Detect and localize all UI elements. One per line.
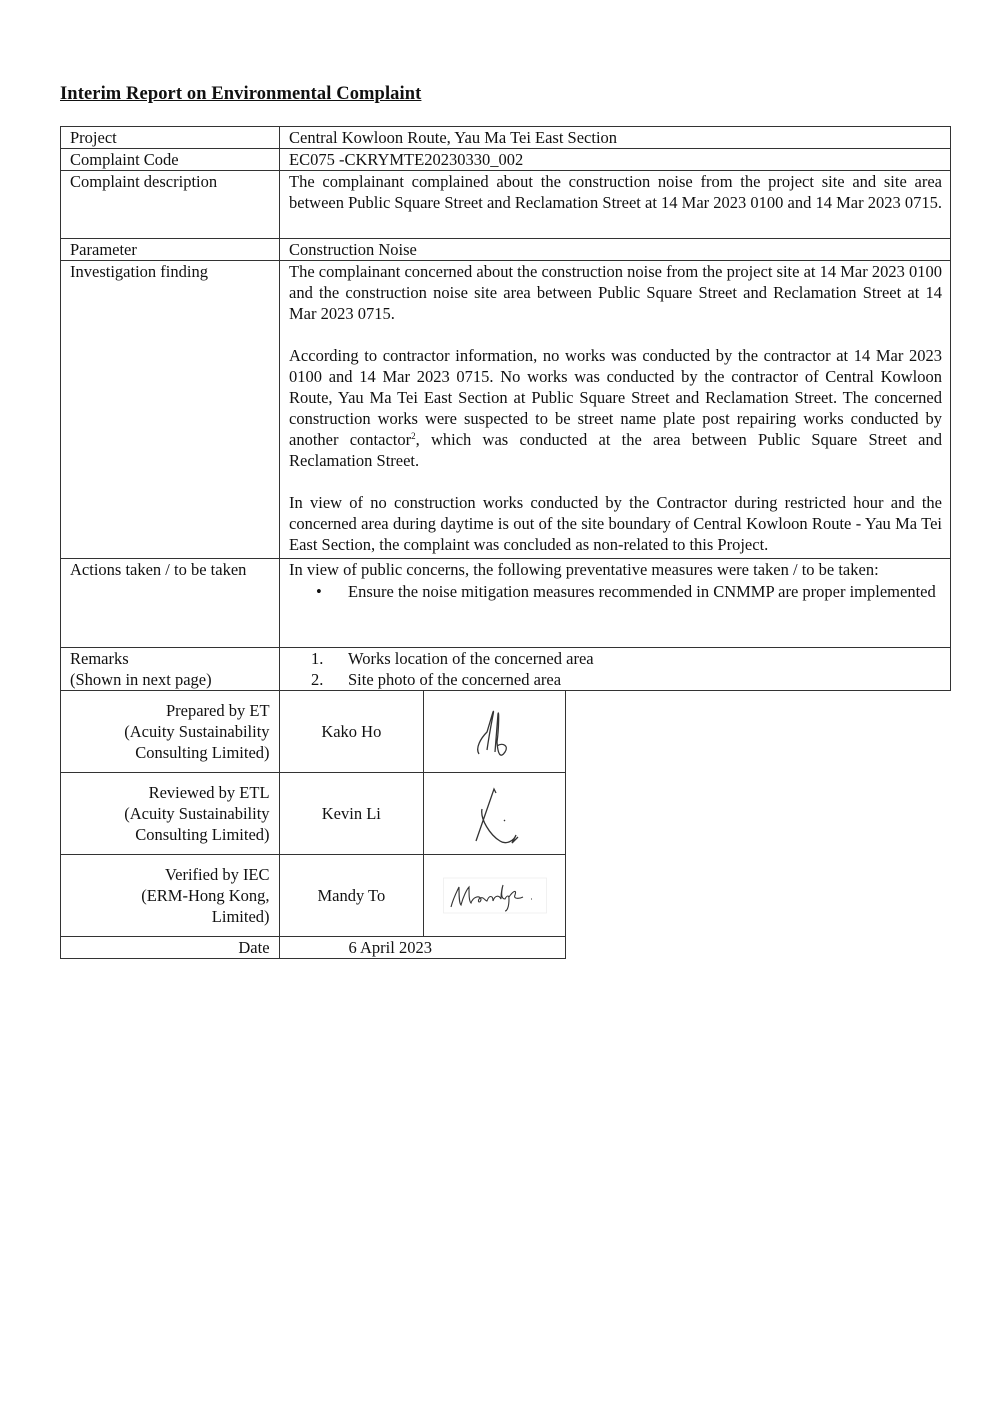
role-org: (Acuity Sustainability (124, 804, 270, 823)
signoff-row-prepared (61, 691, 566, 773)
role-title: Verified by IEC (165, 865, 270, 884)
actions-bullet-list (289, 580, 942, 604)
finding-paragraph-2-text-end: , which was conducted at the area between Public Square Street and Reclamation Street. (289, 430, 942, 470)
role-org-cont: Consulting Limited) (135, 743, 270, 762)
role-org: (Acuity Sustainability (124, 722, 270, 741)
finding-paragraph-2-text: According to contractor information, no works was conducted by the contractor at 14 Mar 2023 0100 and 14 Mar 2023 0715. No works was conducted by the contractor of Central Kowloon Route, Yau Ma Tei East Section at Public Square Street and Reclamation Street. The concerned construction works were suspected to be street name plate post repairing works conducted by another contactor (289, 346, 942, 449)
remarks-list (289, 648, 942, 690)
signoff-role (61, 691, 280, 773)
role-org-cont: Limited) (211, 907, 270, 926)
signature-cell (424, 773, 566, 855)
remarks-label (61, 648, 280, 691)
signoff-role (61, 773, 280, 855)
finding-paragraph-2 (289, 345, 942, 471)
role-title: Reviewed by ETL (148, 783, 270, 802)
row-project (61, 127, 951, 149)
role-title: Prepared by ET (165, 701, 270, 720)
row-actions (61, 559, 951, 648)
remarks-label-line2: (Shown in next page) (70, 670, 212, 689)
parameter-label: Parameter (61, 239, 280, 261)
bullet-icon: • (316, 582, 322, 601)
signature-kako-ho-icon (465, 702, 525, 762)
signoff-name: Kako Ho (279, 691, 424, 773)
finding-paragraph-3: In view of no construction works conducted by the Contractor during restricted hour and the concerned area during daytime is out of the site boundary of Central Kowloon Route - Yau Ma Tei East Section, the complaint was concluded as non-related to this Project. (289, 493, 942, 554)
role-org: (ERM-Hong Kong, (141, 886, 270, 905)
actions-value (280, 559, 951, 648)
project-label: Project (61, 127, 280, 149)
signature-cell (424, 691, 566, 773)
date-label: Date (61, 937, 280, 959)
remarks-item-number: 1. (311, 649, 324, 668)
signoff-row-reviewed (61, 773, 566, 855)
signoff-role (61, 855, 280, 937)
date-value: 6 April 2023 (279, 937, 565, 959)
remarks-item-number: 2. (311, 670, 324, 689)
investigation-finding-value (280, 261, 951, 559)
finding-paragraph-1: The complainant concerned about the construction noise from the project site at 14 Mar 2023 0100 and the construction noise site area between Public Square Street and Reclamation Street at 14 Mar 2023 0715. (289, 262, 942, 323)
row-remarks (61, 648, 951, 691)
remarks-item (289, 669, 942, 690)
complaint-description-value: The complainant complained about the construction noise from the project site and site area between Public Square Street and Reclamation Street at 14 Mar 2023 0100 and 14 Mar 2023 0715. (280, 171, 951, 239)
complaint-code-label: Complaint Code (61, 149, 280, 171)
signoff-name: Mandy To (279, 855, 424, 937)
report-title: Interim Report on Environmental Complaint (60, 84, 422, 104)
remarks-item-text: Site photo of the concerned area (348, 670, 562, 689)
investigation-finding-label: Investigation finding (61, 261, 280, 559)
project-value: Central Kowloon Route, Yau Ma Tei East Section (280, 127, 951, 149)
role-org-cont: Consulting Limited) (135, 825, 270, 844)
row-complaint-code (61, 149, 951, 171)
signature-cell (424, 855, 566, 937)
signature-kevin-li-icon (460, 779, 530, 849)
footnote-marker: 2 (411, 431, 416, 441)
row-complaint-description (61, 171, 951, 239)
actions-bullet-item (289, 580, 942, 604)
remarks-label-line1: Remarks (70, 649, 129, 668)
actions-intro: In view of public concerns, the following preventative measures were taken / to be taken: (289, 560, 879, 579)
remarks-value (280, 648, 951, 691)
parameter-value: Construction Noise (280, 239, 951, 261)
signoff-name: Kevin Li (279, 773, 424, 855)
signoff-table (60, 690, 566, 959)
remarks-item-text: Works location of the concerned area (348, 649, 594, 668)
complaint-code-value: EC075 -CKRYMTE20230330_002 (280, 149, 951, 171)
actions-bullet-text: Ensure the noise mitigation measures recommended in CNMMP are proper implemented (348, 582, 936, 601)
complaint-details-table (60, 126, 951, 691)
row-investigation-finding (61, 261, 951, 559)
complaint-description-label: Complaint description (61, 171, 280, 239)
remarks-item (289, 648, 942, 669)
row-parameter (61, 239, 951, 261)
signature-mandy-to-icon (443, 877, 547, 915)
actions-label: Actions taken / to be taken (61, 559, 280, 648)
signoff-row-verified (61, 855, 566, 937)
signoff-row-date (61, 937, 566, 959)
